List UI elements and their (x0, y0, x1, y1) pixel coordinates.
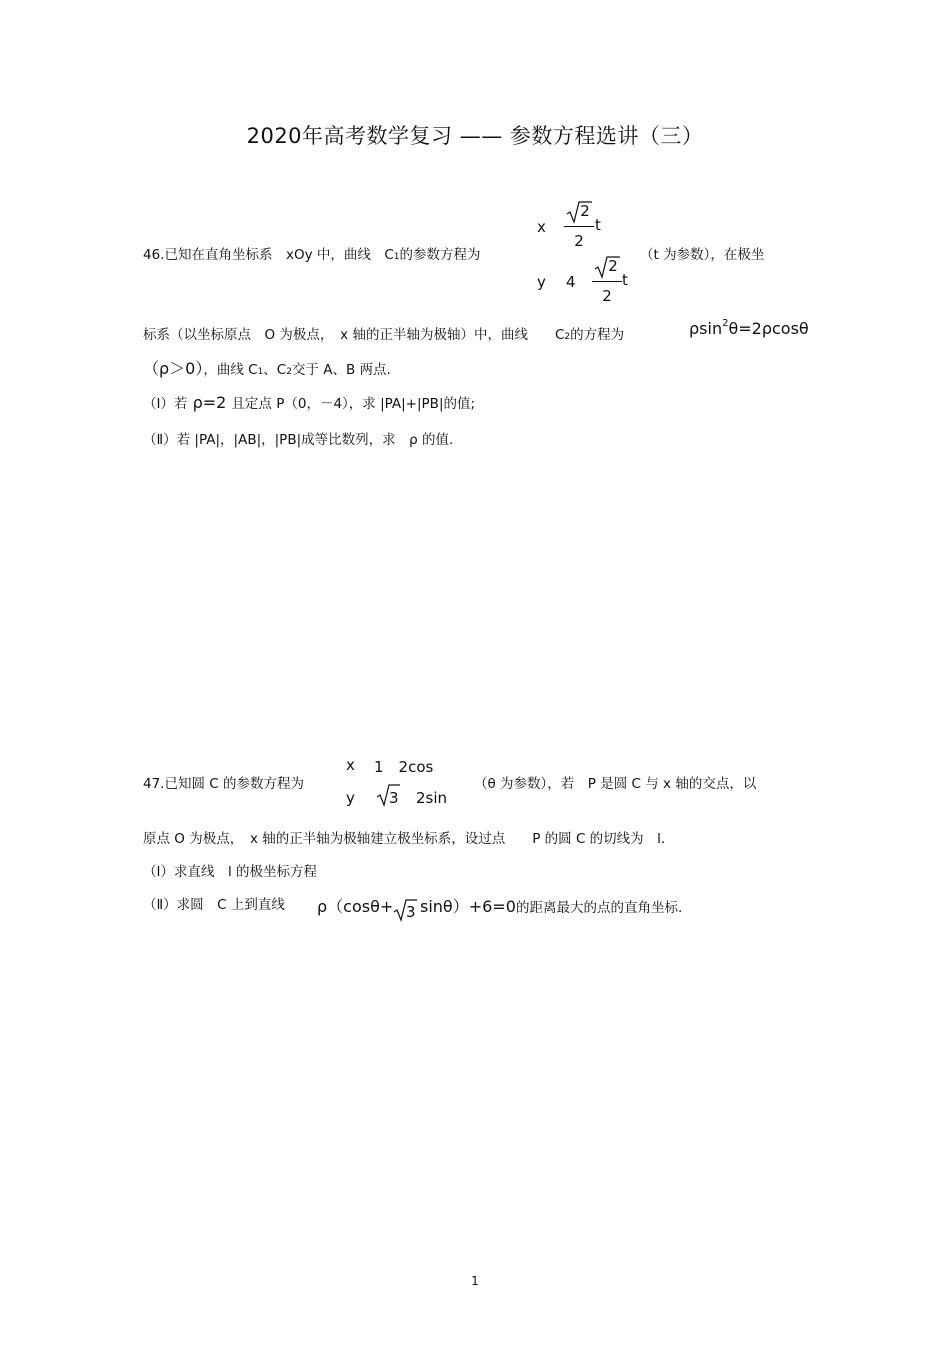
t-var: t (595, 216, 601, 234)
eq-x-rhs: 1 2cos (374, 758, 434, 776)
question-47-1: （Ⅰ）求直线 l 的极坐标方程 (143, 864, 318, 880)
problem-47-intro: 47.已知圆 C 的参数方程为 (143, 776, 304, 792)
question-47-2-tail: 的距离最大的点的直角坐标. (516, 900, 683, 916)
param-note: （t 为参数），在极坐 (640, 247, 765, 263)
fraction-numerator: 2 (580, 202, 590, 220)
question-46-2: （Ⅱ）若 |PA|，|AB|，|PB|成等比数列，求 ρ 的值. (143, 432, 454, 448)
eq-y-var: y (346, 789, 355, 807)
fraction-bar (564, 226, 594, 227)
eq-x-var: x (537, 218, 546, 236)
root3-value: 3 (389, 789, 399, 807)
problem-46-intro: 46.已知在直角坐标系 xOy 中，曲线 C1的参数方程为 (143, 247, 481, 263)
t-var: t (622, 271, 628, 289)
fraction-bar (592, 281, 622, 282)
eq-y-rhs: 2sin (416, 789, 448, 807)
line-equation: ρ（cosθ+ (317, 897, 394, 916)
fraction-denominator: 2 (602, 287, 612, 305)
eq-x-var: x (346, 756, 355, 774)
page-title: 2020年高考数学复习 —— 参数方程选讲（三） (246, 124, 704, 148)
question-47-2: （Ⅱ）求圆 C 上到直线 (143, 897, 285, 913)
c2-equation: ρsin$^2$θ=2ρcosθ (689, 318, 809, 338)
fraction-numerator: 2 (608, 257, 618, 275)
problem-47-line2: 原点 O 为极点， x 轴的正半轴为极轴建立极坐标系，设过点 P 的圆 C 的切线为 l. (143, 831, 666, 847)
problem-46-line2: 标系（以坐标原点 O 为极点， x 轴的正半轴为极轴）中，曲线 C2的方程为 (143, 327, 625, 343)
eq-y-var: y (537, 273, 546, 291)
eq-four: 4 (566, 273, 576, 291)
page-number: 1 (471, 1274, 479, 1288)
param-note: （θ 为参数），若 P 是圆 C 与 x 轴的交点，以 (474, 776, 757, 792)
line-equation-tail: sinθ）+6=0 (420, 897, 516, 916)
fraction-denominator: 2 (574, 232, 584, 250)
question-46-1: （Ⅰ）若 ρ=2 且定点 P（0，－4），求 |PA|+|PB|的值; (143, 393, 476, 412)
root3-value: 3 (406, 903, 416, 921)
problem-46-line3: （ρ＞0），曲线 C1、C2交于 A、B 两点. (143, 359, 391, 378)
